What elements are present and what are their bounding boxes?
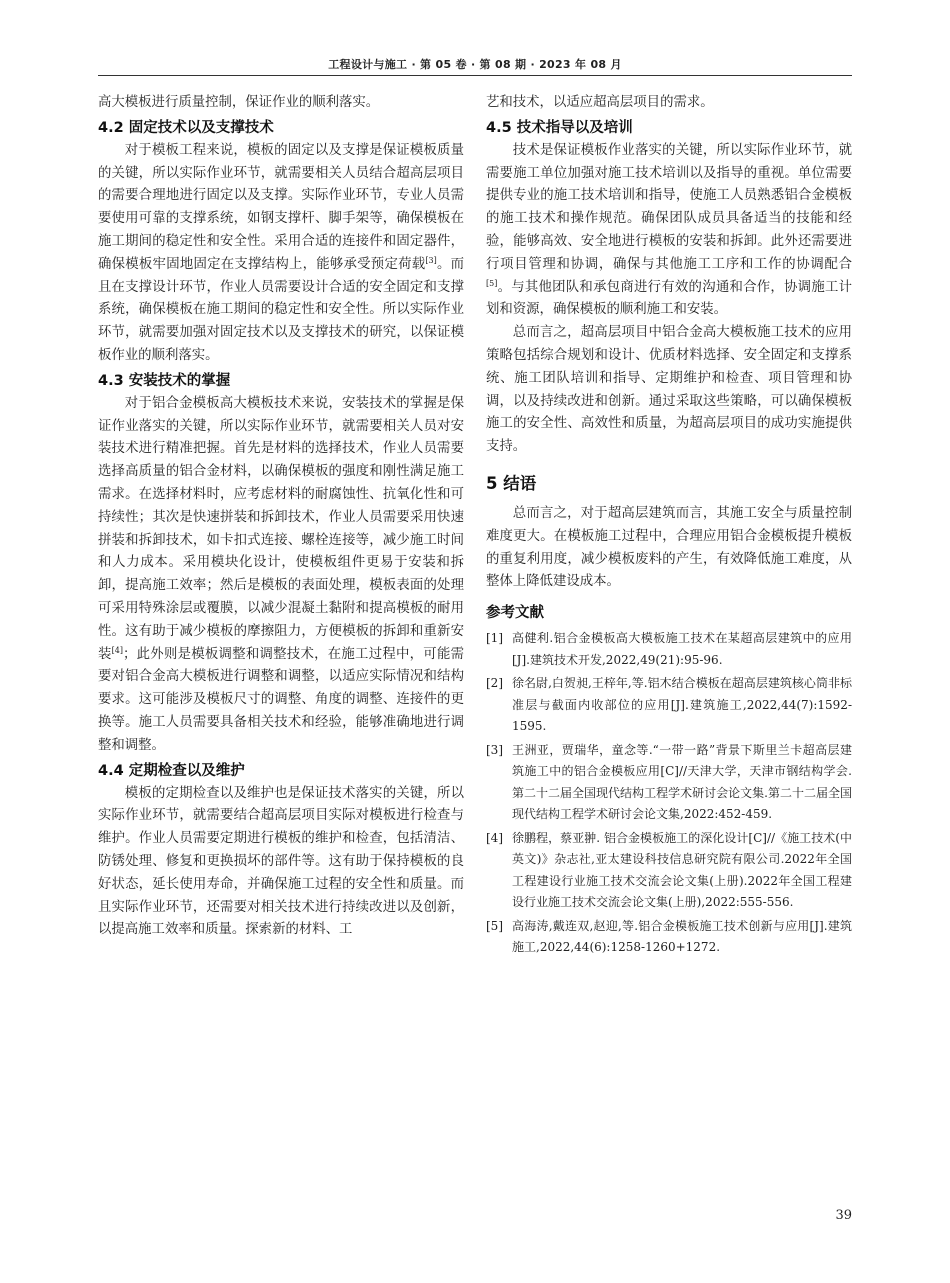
citation: [5] (486, 278, 498, 288)
reference-text: 高健利.铝合金模板高大模板施工技术在某超高层建筑中的应用[J].建筑技术开发,2022,49(21):95-96. (512, 631, 852, 667)
reference-number: [2] (486, 676, 503, 691)
reference-number: [4] (486, 830, 503, 845)
citation: [4] (111, 645, 123, 655)
section-4-5-title: 4.5 技术指导以及培训 (486, 119, 633, 136)
paragraph-text: 。与其他团队和承包商进行有效的沟通和合作，协调施工计划和资源，确保模板的顺利施工和安装。 (486, 279, 852, 318)
section-4-5-paragraph-1 (486, 140, 852, 322)
section-4-2-title: 4.2 固定技术以及支撑技术 (98, 119, 274, 136)
section-4-2-paragraph (98, 140, 464, 368)
right-column (486, 92, 852, 961)
reference-item (486, 673, 852, 738)
section-4-4-title: 4.4 定期检查以及维护 (98, 762, 245, 779)
section-5-title: 5 结语 (486, 473, 537, 493)
continuation-paragraph: 艺和技术，以适应超高层项目的需求。 (486, 95, 714, 110)
paragraph-text: 。而且在支撑设计环节，作业人员需要设计合适的安全固定和支撑系统，确保模板在施工期间的稳定性和安全性。所以实际作业环节，就需要加强对固定技术以及支撑技术的研究，以保证模板作业的顺利落实。 (98, 256, 464, 363)
reference-item (486, 740, 852, 826)
citation: [3] (425, 255, 437, 265)
section-4-4-paragraph: 模板的定期检查以及维护也是保证技术落实的关键，所以实际作业环节，就需要结合超高层项目实际对模板进行检查与维护。作业人员需要定期进行模板的维护和检查，包括清洁、防锈处理、修复和更换损坏的部件等。这有助于保持模板的良好状态，延长使用寿命，并确保施工过程的安全性和质量。而且实际作业环节，还需要对相关技术进行持续改进以及创新，以提高施工效率和质量。探索新的材料、工 (98, 785, 464, 938)
reference-text: 王洲亚，贾瑞华，童念等.“一带一路”背景下斯里兰卡超高层建筑施工中的铝合金模板应用[C]//天津大学，天津市钢结构学会.第二十二届全国现代结构工程学术研讨会论文集.第二十二届全国现代结构工程学术研讨会论文集,2022:452-459. (512, 742, 852, 822)
left-column (98, 92, 464, 942)
section-5-paragraph: 总而言之，对于超高层建筑而言，其施工安全与质量控制难度更大。在模板施工过程中，合理应用铝合金模板提升模板的重复利用度，减少模板废料的产生，有效降低施工难度，从整体上降低建设成本。 (486, 505, 852, 590)
continuation-paragraph: 高大模板进行质量控制，保证作业的顺利落实。 (98, 95, 380, 110)
section-4-3-paragraph (98, 393, 464, 758)
header-rule (98, 75, 852, 76)
paragraph-text: 技术是保证模板作业落实的关键，所以实际作业环节，就需要施工单位加强对施工技术培训以及指导的重视。单位需要提供专业的施工技术培训和指导，使施工人员熟悉铝合金模板的施工技术和操作规范。确保团队成员具备适当的技能和经验，能够高效、安全地进行模板的安装和拆卸。此外还需要进行项目管理和协调，确保与其他施工工序和工作的协调配合 (486, 142, 852, 272)
reference-text: 徐鹏程，蔡亚翀. 铝合金模板施工的深化设计[C]//《施工技术(中英文)》杂志社,亚太建设科技信息研究院有限公司.2022年全国工程建设行业施工技术交流会论文集(上册).2022年全国工程建设行业施工技术交流会论文集(上册),2022:555-556. (512, 830, 852, 910)
reference-item (486, 828, 852, 914)
paragraph-text: ；此外则是模板调整和调整技术，在施工过程中，可能需要对铝合金高大模板进行调整和调整，以适应实际情况和结构要求。这可能涉及模板尺寸的调整、角度的调整、连接件的更换等。施工人员需要具备相关技术和经验，能够准确地进行调整和调整。 (98, 646, 465, 753)
page-number: 39 (835, 1208, 852, 1223)
reference-text: 高海涛,戴连双,赵迎,等.铝合金模板施工技术创新与应用[J].建筑施工,2022,44(6):1258-1260+1272. (512, 918, 852, 955)
section-4-3-title: 4.3 安装技术的掌握 (98, 372, 231, 389)
reference-list (486, 628, 852, 959)
paragraph-text: 对于铝合金模板高大模板技术来说，安装技术的掌握是保证作业落实的关键，所以实际作业环节，就需要相关人员对安装技术进行精准把握。首先是材料的选择技术，作业人员需要选择高质量的铝合金材料，以确保模板的强度和刚性满足施工需求。在选择材料时，应考虑材料的耐腐蚀性、抗氧化性和可持续性；其次是快速拼装和拆卸技术，作业人员需要采用快速拼装和拆卸技术，如卡扣式连接、螺栓连接等，减少施工时间和人力成本。采用模块化设计，使模板组件更易于安装和拆卸，提高施工效率；然后是模板的表面处理，模板表面的处理可采用特殊涂层或覆膜，以减少混凝土黏附和提高模板的耐用性。这有助于减少模板的摩擦阻力，方便模板的拆卸和重新安装 (98, 395, 464, 662)
section-4-5-paragraph-2: 总而言之，超高层项目中铝合金高大模板施工技术的应用策略包括综合规划和设计、优质材料选择、安全固定和支撑系统、施工团队培训和指导、定期维护和检查、项目管理和协调，以及持续改进和创新。通过采取这些策略，可以确保模板施工的安全性、高效性和质量，为超高层项目的成功实施提供支持。 (486, 325, 852, 455)
reference-number: [5] (486, 918, 503, 933)
reference-text: 徐名尉,白贺昶,王梓年,等.铝木结合模板在超高层建筑核心筒非标准层与截面内收部位的应用[J].建筑施工,2022,44(7):1592-1595. (512, 676, 852, 734)
references-title: 参考文献 (486, 605, 544, 622)
running-header: 工程设计与施工 · 第 05 卷 · 第 08 期 · 2023 年 08 月 (328, 58, 622, 71)
reference-number: [3] (486, 742, 503, 757)
paragraph-text: 对于模板工程来说，模板的固定以及支撑是保证模板质量的关键，所以实际作业环节，就需要相关人员结合超高层项目的需要合理地进行固定以及支撑。实际作业环节，专业人员需要使用可靠的支撑系统，如钢支撑杆、脚手架等，确保模板在施工期间的稳定性和安全性。采用合适的连接件和固定器件，确保模板牢固地固定在支撑结构上，能够承受预定荷载 (98, 142, 464, 272)
reference-number: [1] (486, 631, 503, 646)
reference-item (486, 916, 852, 959)
reference-item (486, 628, 852, 671)
